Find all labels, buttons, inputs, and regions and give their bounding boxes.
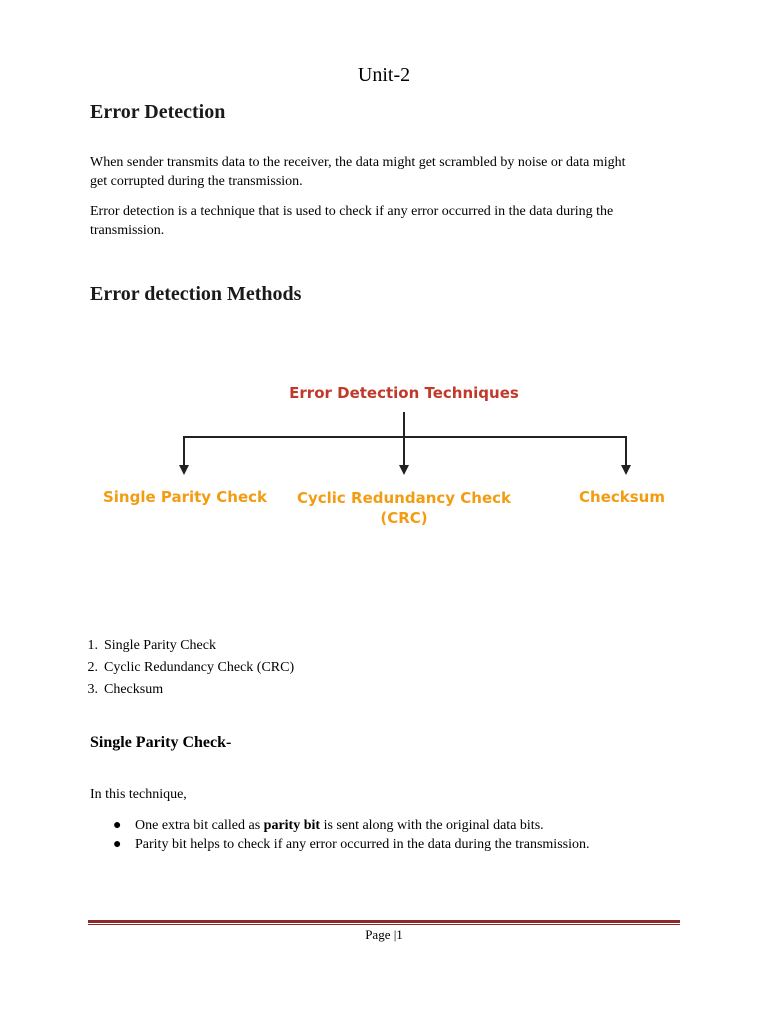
page-number: Page |1 xyxy=(365,927,403,942)
list-item xyxy=(76,660,294,676)
paragraph-line: Error detection is a technique that is used to check if any error occurred in the data during the xyxy=(90,204,614,219)
list-number: 3. xyxy=(87,682,98,697)
diagram-child-single-parity: Single Parity Check xyxy=(102,488,268,506)
diagram-child-checksum: Checksum xyxy=(579,488,665,506)
list-item-text: Checksum xyxy=(104,682,164,697)
bullet-dot: ● xyxy=(113,818,122,833)
bullet-bold-term: parity bit xyxy=(263,818,321,833)
paragraph-definition xyxy=(90,202,690,240)
diagram-child-crc-line2: (CRC) xyxy=(380,509,428,527)
section-title-error-detection: Error Detection xyxy=(90,101,226,123)
footer-rule xyxy=(88,920,680,923)
list-number: 1. xyxy=(87,638,98,653)
section-title-single-parity: Single Parity Check- xyxy=(90,734,232,751)
arrow-down-icon xyxy=(621,465,631,475)
diagram-root-label: Error Detection Techniques xyxy=(289,384,519,402)
bullet-text: One extra bit called as xyxy=(135,818,264,833)
list-item-text: Cyclic Redundancy Check (CRC) xyxy=(104,660,295,675)
methods-list xyxy=(76,638,576,708)
bullet-text: Parity bit helps to check if any error occurred in the data during the transmission. xyxy=(135,837,590,852)
bullet-item xyxy=(113,818,544,834)
paragraph-technique-intro: In this technique, xyxy=(90,787,187,802)
list-item xyxy=(76,638,216,654)
unit-heading: Unit-2 xyxy=(357,64,411,86)
paragraph-line: transmission. xyxy=(90,223,165,238)
list-number: 2. xyxy=(87,660,98,675)
bullet-text: is sent along with the original data bits. xyxy=(320,818,544,833)
error-detection-diagram xyxy=(0,370,768,540)
bullet-dot: ● xyxy=(113,837,122,852)
bullet-item xyxy=(113,837,590,853)
diagram-child-crc-line1: Cyclic Redundancy Check xyxy=(296,489,512,507)
diagram-child-crc xyxy=(284,488,524,528)
paragraph-line: When sender transmits data to the receiver, the data might get scrambled by noise or data might xyxy=(90,155,626,170)
arrow-down-icon xyxy=(399,465,409,475)
footer-rule-thin xyxy=(88,924,680,925)
paragraph-intro xyxy=(90,153,690,191)
list-item xyxy=(76,682,163,698)
arrow-down-icon xyxy=(179,465,189,475)
list-item-text: Single Parity Check xyxy=(104,638,216,653)
section-title-methods: Error detection Methods xyxy=(90,283,302,305)
paragraph-line: get corrupted during the transmission. xyxy=(90,174,303,189)
